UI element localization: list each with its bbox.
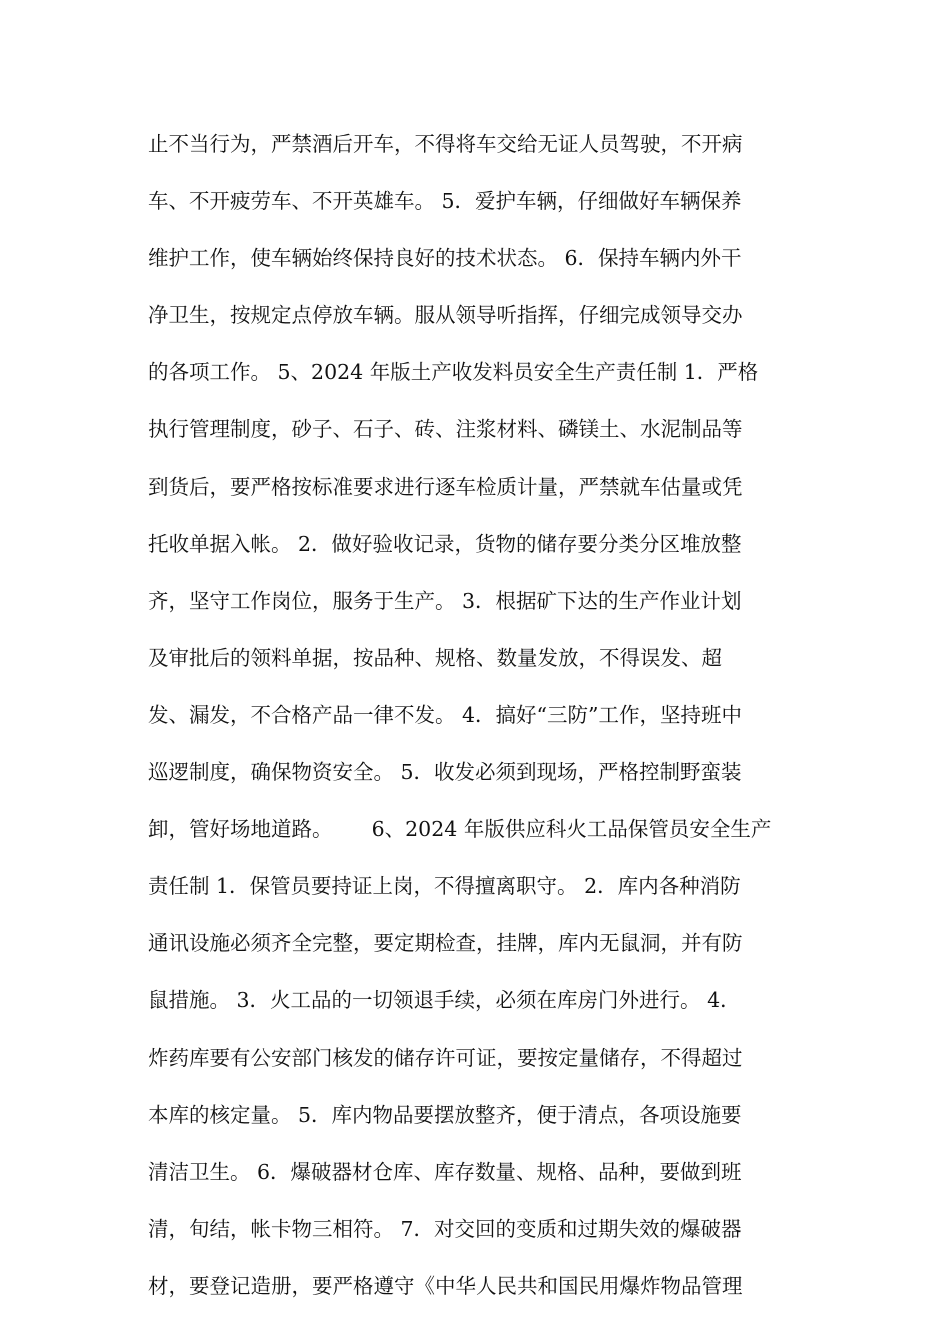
text-line: 通讯设施必须齐全完整，要定期检查，挂牌，库内无鼠洞，并有防 — [148, 931, 743, 956]
text-line: 责任制 1．保管员要持证上岗，不得擅离职守。 2．库内各种消防 — [148, 874, 741, 899]
text-line: 及审批后的领料单据，按品种、规格、数量发放，不得误发、超 — [148, 645, 722, 670]
text-line: 止不当行为，严禁酒后开车，不得将车交给无证人员驾驶，不开病 — [148, 132, 743, 156]
text-line: 维护工作，使车辆始终保持良好的技术状态。 6．保持车辆内外干 — [148, 246, 742, 271]
text-line: 齐，坚守工作岗位，服务于生产。 3．根据矿下达的生产作业计划 — [148, 588, 742, 613]
text-line: 材，要登记造册，要严格遵守《中华人民共和国民用爆炸物品管理 — [148, 1273, 743, 1298]
text-line: 本库的核定量。 5．库内物品要摆放整齐，便于清点，各项设施要 — [148, 1102, 742, 1127]
text-line: 发、漏发，不合格产品一律不发。 4．搞好“三防”工作，坚持班中 — [148, 702, 743, 727]
text-line: 车、不开疲劳车、不开英雄车。 5．爱护车辆，仔细做好车辆保养 — [148, 189, 742, 214]
text-line: 托收单据入帐。 2．做好验收记录，货物的储存要分类分区堆放整 — [148, 531, 742, 556]
text-line: 的各项工作。 5、2024 年版土产收发料员安全生产责任制 1．严格 — [148, 360, 759, 385]
text-line: 巡逻制度，确保物资安全。 5．收发必须到现场，严格控制野蛮装 — [148, 760, 742, 785]
text-line: 卸，管好场地道路。 6、2024 年版供应科火工品保管员安全生产 — [148, 817, 772, 842]
text-line: 炸药库要有公安部门核发的储存许可证，要按定量储存，不得超过 — [148, 1045, 743, 1070]
body-text — [148, 116, 808, 1315]
text-line: 到货后，要严格按标准要求进行逐车检质计量，严禁就车估量或凭 — [148, 474, 743, 499]
text-line: 净卫生，按规定点停放车辆。服从领导听指挥，仔细完成领导交办 — [148, 303, 743, 328]
text-line: 执行管理制度，砂子、石子、砖、注浆材料、磷镁土、水泥制品等 — [148, 417, 743, 442]
text-line: 清，旬结，帐卡物三相符。 7．对交回的变质和过期失效的爆破器 — [148, 1216, 742, 1241]
text-line: 清洁卫生。 6．爆破器材仓库、库存数量、规格、品种，要做到班 — [148, 1159, 742, 1184]
text-line: 鼠措施。 3．火工品的一切领退手续，必须在库房门外进行。 4． — [148, 988, 741, 1013]
